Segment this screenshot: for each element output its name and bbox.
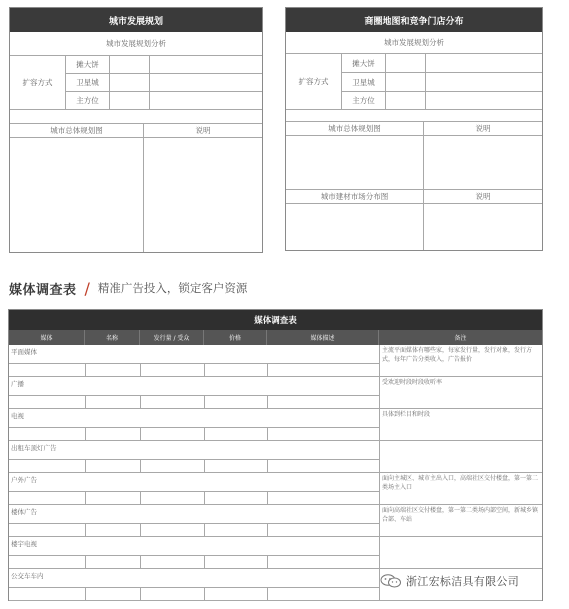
- method-satellite: 卫星城: [66, 74, 110, 92]
- row-subdivider: [9, 523, 379, 524]
- media-row-label: 广播: [11, 380, 24, 388]
- method-sprawl: 摊大饼: [66, 56, 110, 74]
- business-method-main-direction: 主方位: [342, 92, 386, 110]
- column-divider: [204, 555, 205, 569]
- business-expansion-label: 扩容方式: [286, 54, 342, 110]
- column-divider: [267, 363, 268, 377]
- business-method-sprawl-value: [386, 54, 426, 73]
- column-divider: [204, 491, 205, 505]
- overall-map-note-label: 说明: [144, 124, 262, 138]
- media-row-note: 面向主城区、城市主出入口，高端社区交付楼盘，第一第二类场主入口: [382, 475, 539, 491]
- column-divider: [85, 555, 86, 569]
- business-overall-note-label: 说明: [424, 122, 542, 136]
- column-divider: [204, 427, 205, 441]
- column-divider: [204, 459, 205, 473]
- city-planning-panel: [9, 7, 263, 253]
- column-divider: [379, 345, 380, 377]
- media-row-label: 电视: [11, 412, 24, 420]
- column-divider: [267, 523, 268, 537]
- business-district-panel: [285, 7, 543, 251]
- header-name: 名称: [85, 330, 140, 345]
- business-method-satellite-value: [386, 73, 426, 92]
- column-divider: [140, 459, 141, 473]
- watermark-text: 浙江宏标洁具有限公司: [406, 575, 519, 588]
- overall-map-label: 城市总体规划图: [10, 124, 144, 138]
- market-map-area: [286, 204, 424, 250]
- column-divider: [85, 427, 86, 441]
- row-subdivider: [9, 587, 379, 588]
- media-row-label: 楼宇电视: [11, 540, 37, 548]
- column-divider: [85, 491, 86, 505]
- section-subtitle: 精准广告投入，锁定客户资源: [97, 281, 248, 295]
- row-subdivider: [9, 459, 379, 460]
- column-divider: [379, 409, 380, 441]
- column-divider: [85, 395, 86, 409]
- header-remarks: 备注: [454, 335, 467, 342]
- column-divider: [267, 427, 268, 441]
- media-row-label: 户外广告: [11, 476, 37, 484]
- header-media: 媒体: [9, 330, 85, 345]
- wechat-icon: [380, 574, 402, 588]
- column-divider: [267, 555, 268, 569]
- media-row-label: 楼体广告: [11, 508, 37, 516]
- media-row-note: 面向高端社区交付楼盘，第一第二类场内部空间，新城乡镇合部、车站: [382, 507, 539, 523]
- market-note-area: [424, 204, 542, 250]
- media-row: [9, 505, 542, 537]
- column-divider: [204, 395, 205, 409]
- business-method-satellite: 卫星城: [342, 73, 386, 92]
- city-spacer-row: [10, 110, 262, 124]
- column-divider: [140, 491, 141, 505]
- column-divider: [140, 395, 141, 409]
- column-divider: [379, 473, 380, 505]
- method-sprawl-value: [110, 56, 150, 74]
- media-row: [9, 345, 542, 377]
- media-section-heading: [9, 278, 329, 298]
- column-divider: [379, 537, 380, 569]
- media-row: [9, 441, 542, 473]
- column-divider: [140, 523, 141, 537]
- media-row-note: 主流平面媒体有哪些家，每家发行量，发行对象，发行方式，每年广告分类收入，广告报价: [382, 347, 533, 363]
- column-divider: [140, 587, 141, 601]
- method-main-direction: 主方位: [66, 92, 110, 110]
- row-subdivider: [9, 395, 379, 396]
- row-divider: [9, 600, 542, 601]
- column-divider: [379, 441, 380, 473]
- header-price: 价格: [204, 330, 267, 345]
- column-divider: [267, 459, 268, 473]
- column-divider: [267, 395, 268, 409]
- media-row: [9, 409, 542, 441]
- header-description: 媒体描述: [267, 330, 379, 345]
- method-sprawl-note: [150, 56, 262, 74]
- city-analysis-header: 城市发展规划分析: [10, 32, 262, 56]
- column-divider: [85, 587, 86, 601]
- row-subdivider: [9, 363, 379, 364]
- media-row: [9, 377, 542, 409]
- watermark: [380, 572, 519, 590]
- column-divider: [85, 459, 86, 473]
- overall-map-area: [10, 138, 144, 252]
- media-table-header: [9, 330, 542, 345]
- row-subdivider: [9, 491, 379, 492]
- city-panel-title: 城市发展规划: [10, 8, 262, 32]
- method-main-direction-note: [150, 92, 262, 110]
- column-divider: [140, 555, 141, 569]
- section-divider-slash: /: [84, 278, 90, 298]
- column-divider: [379, 377, 380, 409]
- business-overall-map-area: [286, 136, 424, 190]
- business-analysis-header: 城市发展规划分析: [286, 32, 542, 54]
- business-overall-note-area: [424, 136, 542, 190]
- media-row-note: 具体到栏目和时段: [382, 411, 431, 418]
- column-divider: [85, 363, 86, 377]
- column-divider: [379, 505, 380, 537]
- business-panel-title: 商圈地图和竞争门店分布: [286, 8, 542, 32]
- overall-map-note-area: [144, 138, 262, 252]
- market-note-label: 说明: [424, 190, 542, 204]
- column-divider: [267, 587, 268, 601]
- business-method-main-direction-value: [386, 92, 426, 110]
- expansion-label: 扩容方式: [10, 56, 66, 110]
- media-row: [9, 473, 542, 505]
- column-divider: [204, 587, 205, 601]
- row-subdivider: [9, 427, 379, 428]
- media-row-label: 出租车顶灯广告: [11, 444, 57, 452]
- business-method-sprawl-note: [426, 54, 542, 73]
- media-table-title: 媒体调查表: [9, 310, 542, 330]
- column-divider: [140, 427, 141, 441]
- media-row-label: 公交车车内: [11, 572, 44, 580]
- section-title: 媒体调查表: [9, 282, 77, 298]
- header-circulation: 发行量 / 受众: [140, 330, 204, 345]
- column-divider: [140, 363, 141, 377]
- business-overall-map-label: 城市总体规划图: [286, 122, 424, 136]
- business-spacer-row: [286, 110, 542, 122]
- market-map-label: 城市建材市场分布图: [286, 190, 424, 204]
- column-divider: [267, 491, 268, 505]
- row-subdivider: [9, 555, 379, 556]
- media-survey-table: [8, 309, 543, 601]
- column-divider: [204, 363, 205, 377]
- media-row-note: 受欢迎时段时段收听率: [382, 379, 443, 386]
- method-main-direction-value: [110, 92, 150, 110]
- column-divider: [204, 523, 205, 537]
- business-method-main-direction-note: [426, 92, 542, 110]
- business-method-satellite-note: [426, 73, 542, 92]
- business-method-sprawl: 摊大饼: [342, 54, 386, 73]
- method-satellite-value: [110, 74, 150, 92]
- column-divider: [85, 523, 86, 537]
- media-row-label: 平面媒体: [11, 348, 37, 356]
- media-row: [9, 537, 542, 569]
- method-satellite-note: [150, 74, 262, 92]
